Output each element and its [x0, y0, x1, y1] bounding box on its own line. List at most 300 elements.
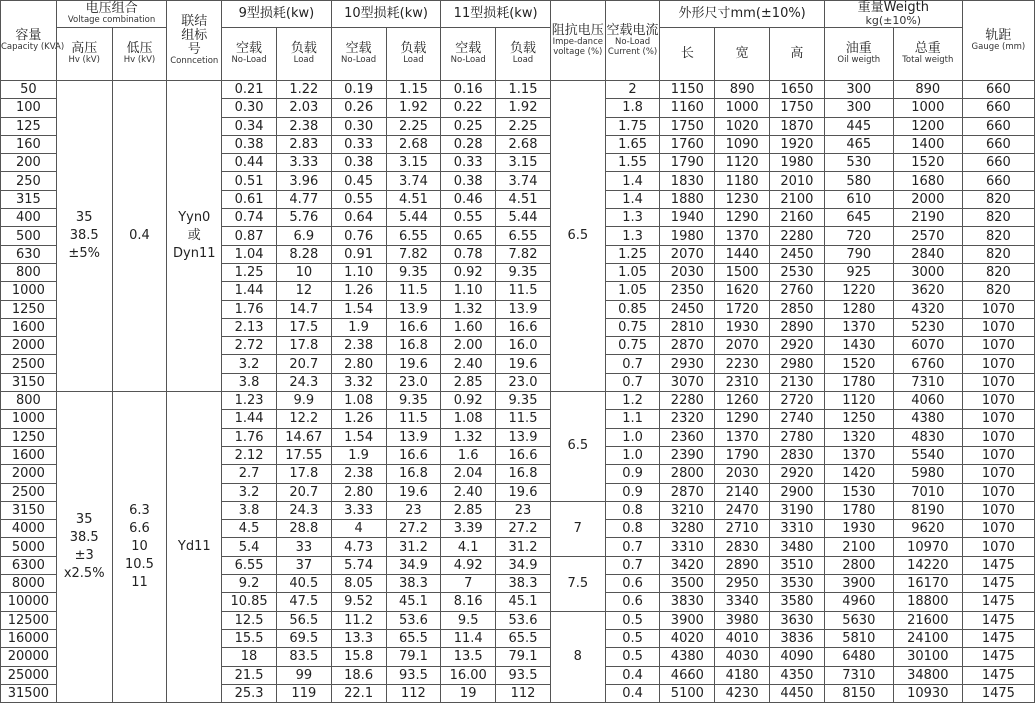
cell-total-weight: 6070	[893, 337, 962, 355]
cell-oil-weight: 2800	[824, 556, 893, 574]
cell-gauge: 1070	[962, 392, 1034, 410]
cell-loss10-noload: 1.08	[331, 392, 386, 410]
cell-loss11-noload: 11.4	[441, 629, 496, 647]
merged-cell: Yd11	[167, 392, 222, 703]
cell-noload-current: 1.8	[605, 99, 660, 117]
cell-loss11-load: 34.9	[496, 556, 551, 574]
cell-loss9-noload: 1.76	[222, 300, 277, 318]
cell-length: 2810	[660, 318, 715, 336]
cell-noload-current: 0.4	[605, 666, 660, 684]
col-loss-11: 11型损耗(kw)	[441, 1, 551, 28]
cell-total-weight: 6760	[893, 355, 962, 373]
cell-capacity: 1000	[1, 410, 57, 428]
cell-width: 1180	[715, 172, 770, 190]
cell-capacity: 800	[1, 263, 57, 281]
table-body	[1, 81, 1035, 703]
cell-loss10-load: 1.15	[386, 81, 441, 99]
cell-loss11-load: 13.9	[496, 428, 551, 446]
cell-length: 3280	[660, 520, 715, 538]
cell-loss9-noload: 0.21	[222, 81, 277, 99]
cell-loss9-noload: 25.3	[222, 684, 277, 702]
cell-capacity: 4000	[1, 520, 57, 538]
cell-loss10-load: 27.2	[386, 520, 441, 538]
cell-loss9-load: 6.9	[276, 227, 331, 245]
cell-noload-current: 1.2	[605, 392, 660, 410]
cell-loss11-load: 112	[496, 684, 551, 702]
cell-width: 3980	[715, 611, 770, 629]
cell-capacity: 315	[1, 190, 57, 208]
cell-noload-current: 1.0	[605, 428, 660, 446]
cell-width: 3340	[715, 593, 770, 611]
cell-loss11-load: 2.25	[496, 117, 551, 135]
cell-loss9-load: 40.5	[276, 575, 331, 593]
cell-loss11-noload: 19	[441, 684, 496, 702]
cell-loss10-noload: 8.05	[331, 575, 386, 593]
cell-loss9-noload: 1.25	[222, 263, 277, 281]
cell-height: 2830	[770, 446, 825, 464]
cell-capacity: 3150	[1, 373, 57, 391]
cell-gauge: 1070	[962, 501, 1034, 519]
cell-loss10-noload: 2.80	[331, 355, 386, 373]
cell-loss10-noload: 1.54	[331, 300, 386, 318]
cell-loss10-load: 2.68	[386, 135, 441, 153]
cell-loss11-load: 16.6	[496, 446, 551, 464]
merged-cell: 6.3 6.6 10 10.5 11	[112, 392, 167, 703]
cell-gauge: 1475	[962, 556, 1034, 574]
cell-loss11-noload: 3.39	[441, 520, 496, 538]
cell-gauge: 1475	[962, 666, 1034, 684]
cell-loss11-load: 19.6	[496, 483, 551, 501]
cell-noload-current: 0.5	[605, 648, 660, 666]
cell-length: 1830	[660, 172, 715, 190]
cell-loss10-noload: 1.26	[331, 410, 386, 428]
merged-cell: 6.5	[550, 81, 605, 392]
cell-loss9-noload: 3.8	[222, 501, 277, 519]
cell-loss10-noload: 1.10	[331, 263, 386, 281]
cell-loss9-load: 1.22	[276, 81, 331, 99]
cell-loss9-load: 2.03	[276, 99, 331, 117]
cell-noload-current: 1.25	[605, 245, 660, 263]
col-hv: 高压 Hv (kV)	[56, 28, 112, 81]
cell-length: 1980	[660, 227, 715, 245]
cell-noload-current: 0.75	[605, 318, 660, 336]
cell-height: 2850	[770, 300, 825, 318]
cell-capacity: 800	[1, 392, 57, 410]
cell-length: 4020	[660, 629, 715, 647]
cell-length: 3500	[660, 575, 715, 593]
cell-loss9-load: 47.5	[276, 593, 331, 611]
cell-loss11-load: 16.8	[496, 465, 551, 483]
col-connection: 联结组标号 Conncetion	[167, 1, 222, 81]
cell-gauge: 1070	[962, 300, 1034, 318]
cell-length: 2030	[660, 263, 715, 281]
cell-loss10-noload: 0.30	[331, 117, 386, 135]
cell-total-weight: 2190	[893, 209, 962, 227]
cell-loss11-noload: 0.28	[441, 135, 496, 153]
cell-total-weight: 1200	[893, 117, 962, 135]
cell-loss11-noload: 0.46	[441, 190, 496, 208]
cell-loss11-load: 11.5	[496, 410, 551, 428]
cell-loss10-noload: 0.38	[331, 154, 386, 172]
cell-total-weight: 1680	[893, 172, 962, 190]
cell-loss11-load: 9.35	[496, 392, 551, 410]
col-total-weight: 总重 Total weigth	[893, 28, 962, 81]
cell-gauge: 1070	[962, 483, 1034, 501]
cell-oil-weight: 925	[824, 263, 893, 281]
cell-loss9-load: 119	[276, 684, 331, 702]
col-width: 宽	[715, 28, 770, 81]
cell-loss10-noload: 1.9	[331, 446, 386, 464]
cell-oil-weight: 2100	[824, 538, 893, 556]
cell-capacity: 1600	[1, 318, 57, 336]
cell-width: 1090	[715, 135, 770, 153]
cell-oil-weight: 1780	[824, 373, 893, 391]
cell-width: 1000	[715, 99, 770, 117]
cell-width: 2030	[715, 465, 770, 483]
table-row	[1, 81, 1035, 99]
cell-total-weight: 34800	[893, 666, 962, 684]
col-capacity: 容量 Capacity (KVA)	[1, 1, 57, 81]
cell-loss10-load: 34.9	[386, 556, 441, 574]
cell-total-weight: 1000	[893, 99, 962, 117]
cell-loss9-load: 2.83	[276, 135, 331, 153]
cell-total-weight: 3620	[893, 282, 962, 300]
cell-capacity: 2500	[1, 483, 57, 501]
cell-gauge: 1070	[962, 520, 1034, 538]
cell-length: 1150	[660, 81, 715, 99]
cell-loss9-load: 28.8	[276, 520, 331, 538]
cell-oil-weight: 4960	[824, 593, 893, 611]
cell-width: 1020	[715, 117, 770, 135]
cell-total-weight: 4830	[893, 428, 962, 446]
cell-loss11-noload: 0.22	[441, 99, 496, 117]
cell-length: 2360	[660, 428, 715, 446]
cell-loss9-noload: 3.2	[222, 483, 277, 501]
cell-total-weight: 21600	[893, 611, 962, 629]
cell-loss9-load: 10	[276, 263, 331, 281]
cell-length: 2870	[660, 337, 715, 355]
cell-noload-current: 0.7	[605, 556, 660, 574]
cell-height: 4450	[770, 684, 825, 702]
cell-width: 2710	[715, 520, 770, 538]
cell-loss11-load: 16.6	[496, 318, 551, 336]
cell-oil-weight: 5630	[824, 611, 893, 629]
cell-loss9-load: 24.3	[276, 501, 331, 519]
cell-width: 4030	[715, 648, 770, 666]
merged-cell: 35 38.5 ±5%	[56, 81, 112, 392]
cell-height: 2920	[770, 465, 825, 483]
cell-height: 2920	[770, 337, 825, 355]
cell-loss9-load: 12.2	[276, 410, 331, 428]
cell-total-weight: 4320	[893, 300, 962, 318]
cell-height: 2780	[770, 428, 825, 446]
cell-capacity: 20000	[1, 648, 57, 666]
cell-total-weight: 8190	[893, 501, 962, 519]
cell-width: 2070	[715, 337, 770, 355]
cell-width: 1370	[715, 227, 770, 245]
cell-loss10-noload: 0.64	[331, 209, 386, 227]
cell-capacity: 25000	[1, 666, 57, 684]
cell-height: 2900	[770, 483, 825, 501]
cell-height: 3510	[770, 556, 825, 574]
cell-gauge: 1070	[962, 355, 1034, 373]
cell-loss11-load: 31.2	[496, 538, 551, 556]
cell-loss11-load: 23	[496, 501, 551, 519]
cell-oil-weight: 530	[824, 154, 893, 172]
cell-loss10-noload: 0.26	[331, 99, 386, 117]
cell-loss9-noload: 9.2	[222, 575, 277, 593]
cell-loss11-load: 11.5	[496, 282, 551, 300]
cell-loss9-noload: 0.34	[222, 117, 277, 135]
cell-width: 4180	[715, 666, 770, 684]
cell-height: 2720	[770, 392, 825, 410]
cell-noload-current: 2	[605, 81, 660, 99]
cell-length: 4660	[660, 666, 715, 684]
cell-loss10-load: 6.55	[386, 227, 441, 245]
cell-loss11-noload: 0.92	[441, 392, 496, 410]
cell-length: 1750	[660, 117, 715, 135]
col-gauge: 轨距 Gauge (mm)	[962, 1, 1034, 81]
cell-capacity: 125	[1, 117, 57, 135]
cell-loss9-load: 20.7	[276, 355, 331, 373]
cell-total-weight: 2840	[893, 245, 962, 263]
cell-length: 2070	[660, 245, 715, 263]
cell-height: 2890	[770, 318, 825, 336]
cell-loss9-noload: 3.2	[222, 355, 277, 373]
cell-width: 1720	[715, 300, 770, 318]
cell-noload-current: 1.1	[605, 410, 660, 428]
cell-length: 2930	[660, 355, 715, 373]
cell-loss10-load: 45.1	[386, 593, 441, 611]
cell-noload-current: 0.8	[605, 501, 660, 519]
cell-loss9-noload: 2.7	[222, 465, 277, 483]
cell-gauge: 820	[962, 227, 1034, 245]
cell-oil-weight: 5810	[824, 629, 893, 647]
cell-total-weight: 4380	[893, 410, 962, 428]
cell-loss11-noload: 0.55	[441, 209, 496, 227]
cell-loss10-noload: 3.32	[331, 373, 386, 391]
cell-total-weight: 16170	[893, 575, 962, 593]
cell-loss9-load: 8.28	[276, 245, 331, 263]
cell-loss10-noload: 22.1	[331, 684, 386, 702]
cell-width: 1440	[715, 245, 770, 263]
cell-width: 1230	[715, 190, 770, 208]
cell-loss11-noload: 1.32	[441, 428, 496, 446]
cell-width: 2830	[715, 538, 770, 556]
cell-loss11-noload: 0.16	[441, 81, 496, 99]
cell-capacity: 8000	[1, 575, 57, 593]
cell-noload-current: 0.6	[605, 593, 660, 611]
cell-noload-current: 1.75	[605, 117, 660, 135]
cell-loss9-load: 20.7	[276, 483, 331, 501]
cell-loss10-noload: 2.38	[331, 465, 386, 483]
cell-noload-current: 0.5	[605, 611, 660, 629]
cell-loss10-load: 9.35	[386, 392, 441, 410]
cell-loss9-noload: 0.74	[222, 209, 277, 227]
cell-noload-current: 1.3	[605, 227, 660, 245]
cell-oil-weight: 8150	[824, 684, 893, 702]
cell-loss9-load: 2.38	[276, 117, 331, 135]
cell-noload-current: 1.4	[605, 190, 660, 208]
cell-loss10-load: 3.15	[386, 154, 441, 172]
cell-oil-weight: 645	[824, 209, 893, 227]
cell-loss11-noload: 0.78	[441, 245, 496, 263]
cell-capacity: 250	[1, 172, 57, 190]
cell-length: 2320	[660, 410, 715, 428]
cell-capacity: 100	[1, 99, 57, 117]
cell-length: 3210	[660, 501, 715, 519]
cell-oil-weight: 1520	[824, 355, 893, 373]
cell-oil-weight: 1250	[824, 410, 893, 428]
cell-height: 2980	[770, 355, 825, 373]
col-dimensions: 外形尺寸mm(±10%)	[660, 1, 824, 28]
cell-width: 890	[715, 81, 770, 99]
cell-loss10-load: 19.6	[386, 355, 441, 373]
cell-loss9-load: 17.8	[276, 337, 331, 355]
cell-capacity: 6300	[1, 556, 57, 574]
cell-loss9-load: 17.55	[276, 446, 331, 464]
cell-loss10-load: 38.3	[386, 575, 441, 593]
cell-length: 2390	[660, 446, 715, 464]
cell-loss9-load: 83.5	[276, 648, 331, 666]
cell-capacity: 5000	[1, 538, 57, 556]
cell-loss10-noload: 2.80	[331, 483, 386, 501]
cell-loss11-noload: 0.65	[441, 227, 496, 245]
cell-gauge: 820	[962, 282, 1034, 300]
cell-width: 2950	[715, 575, 770, 593]
cell-loss10-load: 79.1	[386, 648, 441, 666]
cell-height: 2130	[770, 373, 825, 391]
cell-noload-current: 1.55	[605, 154, 660, 172]
cell-oil-weight: 300	[824, 81, 893, 99]
cell-loss10-load: 93.5	[386, 666, 441, 684]
cell-gauge: 1070	[962, 465, 1034, 483]
merged-cell: 7.5	[550, 556, 605, 611]
cell-loss9-noload: 0.38	[222, 135, 277, 153]
cell-noload-current: 0.4	[605, 684, 660, 702]
cell-width: 1930	[715, 318, 770, 336]
merged-cell: Yyn0 或 Dyn11	[167, 81, 222, 392]
cell-gauge: 660	[962, 135, 1034, 153]
cell-gauge: 660	[962, 81, 1034, 99]
cell-loss11-noload: 16.00	[441, 666, 496, 684]
cell-loss11-load: 79.1	[496, 648, 551, 666]
cell-oil-weight: 300	[824, 99, 893, 117]
cell-length: 3900	[660, 611, 715, 629]
cell-height: 2740	[770, 410, 825, 428]
cell-total-weight: 24100	[893, 629, 962, 647]
cell-noload-current: 0.7	[605, 538, 660, 556]
cell-height: 3836	[770, 629, 825, 647]
cell-loss11-load: 19.6	[496, 355, 551, 373]
cell-width: 1790	[715, 446, 770, 464]
cell-width: 4230	[715, 684, 770, 702]
cell-gauge: 820	[962, 209, 1034, 227]
cell-noload-current: 0.6	[605, 575, 660, 593]
cell-total-weight: 7310	[893, 373, 962, 391]
cell-noload-current: 0.8	[605, 520, 660, 538]
cell-capacity: 1250	[1, 300, 57, 318]
col-noload-current: 空载电流 No-Load Current (%)	[605, 1, 660, 81]
cell-noload-current: 0.9	[605, 483, 660, 501]
cell-length: 1790	[660, 154, 715, 172]
cell-loss11-load: 93.5	[496, 666, 551, 684]
cell-loss9-noload: 0.61	[222, 190, 277, 208]
col-11-load: 负载 Load	[496, 28, 551, 81]
cell-length: 3310	[660, 538, 715, 556]
merged-cell: 35 38.5 ±3 x2.5%	[56, 392, 112, 703]
cell-capacity: 12500	[1, 611, 57, 629]
cell-gauge: 1070	[962, 318, 1034, 336]
cell-loss10-load: 5.44	[386, 209, 441, 227]
cell-loss11-noload: 4.1	[441, 538, 496, 556]
cell-loss10-noload: 0.91	[331, 245, 386, 263]
cell-length: 5100	[660, 684, 715, 702]
cell-loss10-noload: 4.73	[331, 538, 386, 556]
cell-oil-weight: 1220	[824, 282, 893, 300]
cell-loss10-noload: 4	[331, 520, 386, 538]
cell-loss10-load: 13.9	[386, 428, 441, 446]
cell-loss11-noload: 1.32	[441, 300, 496, 318]
cell-capacity: 2000	[1, 465, 57, 483]
merged-cell: 7	[550, 501, 605, 556]
cell-loss11-load: 5.44	[496, 209, 551, 227]
cell-oil-weight: 1280	[824, 300, 893, 318]
cell-loss10-load: 4.51	[386, 190, 441, 208]
cell-loss10-noload: 0.55	[331, 190, 386, 208]
cell-height: 2280	[770, 227, 825, 245]
cell-loss9-noload: 0.44	[222, 154, 277, 172]
cell-loss10-noload: 0.33	[331, 135, 386, 153]
cell-loss11-noload: 2.00	[441, 337, 496, 355]
cell-capacity: 16000	[1, 629, 57, 647]
cell-length: 2280	[660, 392, 715, 410]
cell-loss9-load: 56.5	[276, 611, 331, 629]
cell-loss9-noload: 6.55	[222, 556, 277, 574]
cell-capacity: 2000	[1, 337, 57, 355]
cell-loss9-load: 4.77	[276, 190, 331, 208]
cell-length: 4380	[660, 648, 715, 666]
cell-loss9-noload: 5.4	[222, 538, 277, 556]
cell-width: 1370	[715, 428, 770, 446]
cell-gauge: 660	[962, 154, 1034, 172]
cell-length: 2800	[660, 465, 715, 483]
cell-oil-weight: 1430	[824, 337, 893, 355]
cell-total-weight: 3000	[893, 263, 962, 281]
cell-loss10-noload: 2.38	[331, 337, 386, 355]
cell-loss11-load: 38.3	[496, 575, 551, 593]
cell-loss11-noload: 1.6	[441, 446, 496, 464]
cell-loss9-load: 17.8	[276, 465, 331, 483]
cell-width: 1290	[715, 410, 770, 428]
cell-width: 1500	[715, 263, 770, 281]
cell-noload-current: 0.9	[605, 465, 660, 483]
cell-loss10-noload: 13.3	[331, 629, 386, 647]
cell-loss9-noload: 1.04	[222, 245, 277, 263]
cell-loss11-load: 53.6	[496, 611, 551, 629]
cell-capacity: 50	[1, 81, 57, 99]
cell-loss11-noload: 1.60	[441, 318, 496, 336]
cell-loss9-load: 3.96	[276, 172, 331, 190]
cell-loss11-load: 2.68	[496, 135, 551, 153]
table-row	[1, 392, 1035, 410]
col-weight: 重量Weigth kg(±10%)	[824, 1, 962, 28]
cell-loss11-load: 1.15	[496, 81, 551, 99]
cell-loss10-load: 31.2	[386, 538, 441, 556]
cell-loss10-load: 53.6	[386, 611, 441, 629]
cell-oil-weight: 1530	[824, 483, 893, 501]
cell-loss9-noload: 2.13	[222, 318, 277, 336]
